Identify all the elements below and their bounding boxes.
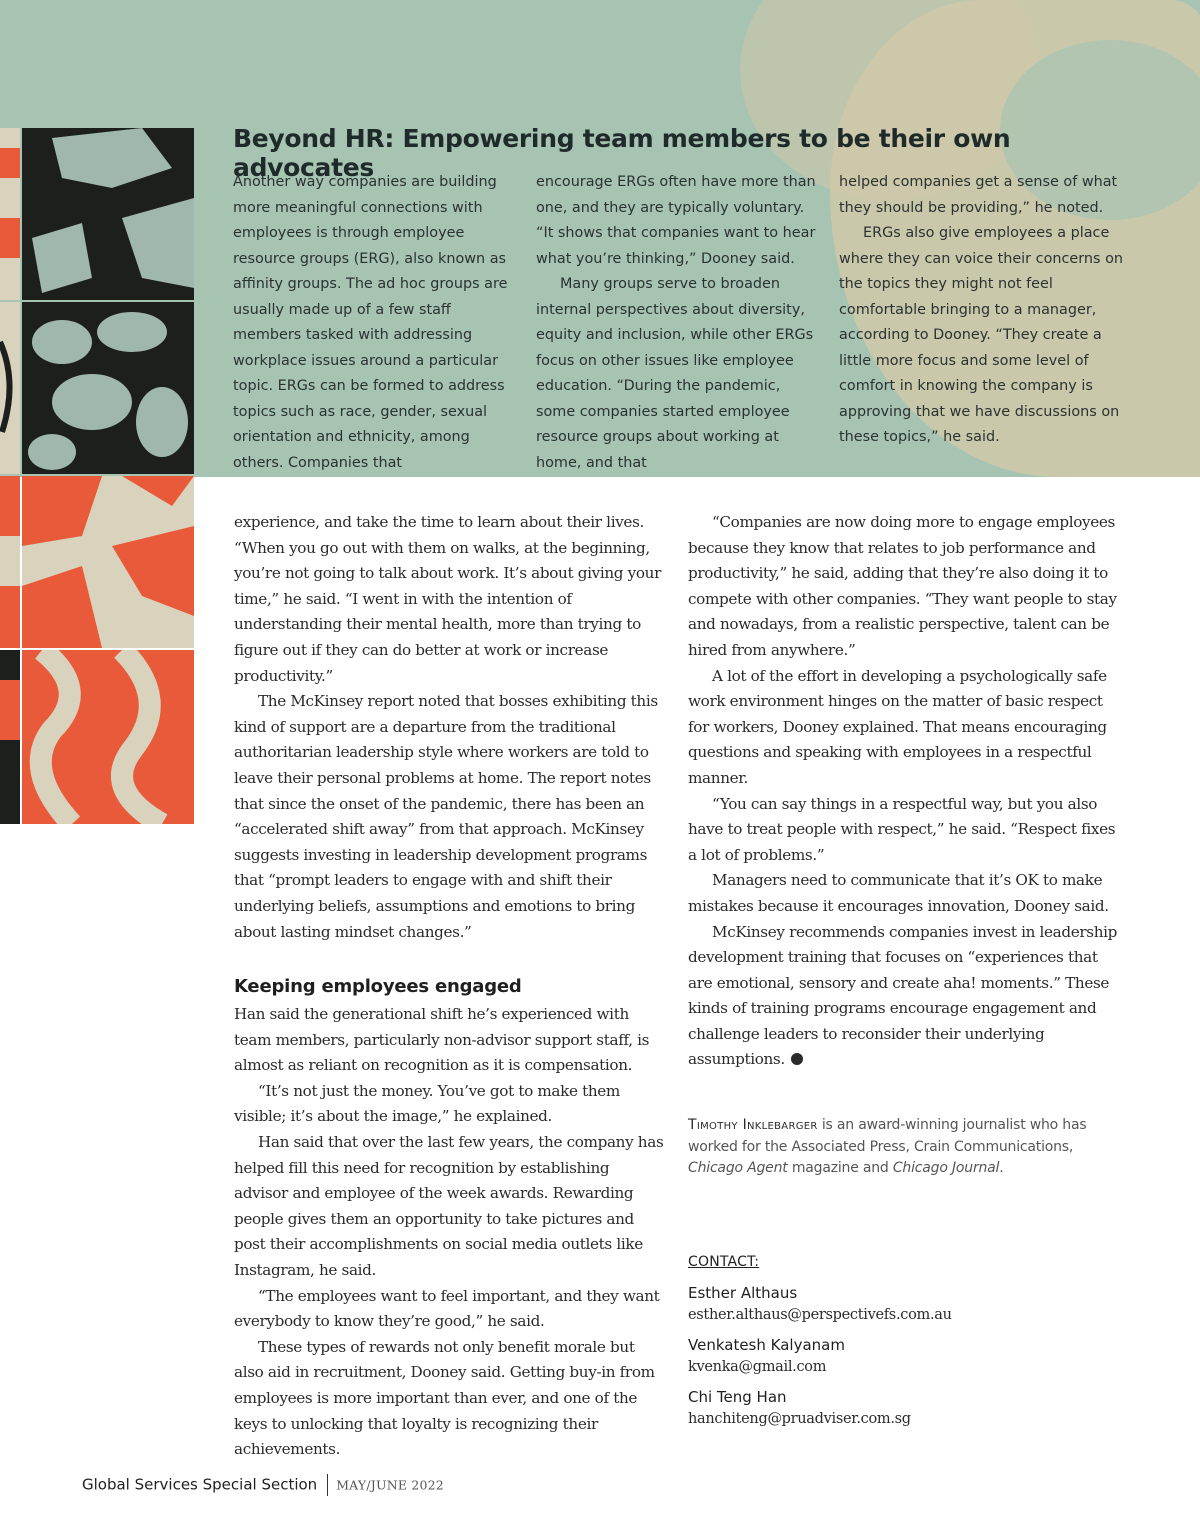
sidebar-paragraph: Another way companies are building more meaningful connections with employees is through employee resource groups (ERG), also known as affinity groups. The ad hoc groups are usually made up of a few staff members tasked with addressing workplace issues around a particular topic. ERGs can be formed to address topics such as race, gender, sexual orientation and ethnicity, among others. Companies that	[233, 174, 508, 471]
author-name: Timothy Inklebarger	[688, 1117, 818, 1133]
body-paragraph: experience, and take the time to learn about their lives. “When you go out with them on walks, at the beginning, you’re not going to talk about work. It’s about giving your time,” he said. “I went in with the intention of understanding their mental health, more than trying to figure out if they can do better at work or increase productivity.”	[234, 513, 661, 685]
body-paragraph: Managers need to communicate that it’s OK to make mistakes because it encourages innovation, Dooney said.	[688, 871, 1109, 915]
publication-name: Chicago Journal	[892, 1160, 1000, 1176]
footer-divider	[327, 1474, 328, 1496]
body-column-left	[234, 510, 664, 1463]
sidebar-paragraph: ERGs also give employees a place where they can voice their concerns on the topics they might not feel comfortable bringing to a manager, according to Dooney. “They create a little more focus and some level of comfort in knowing the company is approving that we have discussions on these topics,” he said.	[839, 225, 1124, 445]
body-paragraph: The McKinsey report noted that bosses exhibiting this kind of support are a departure from the traditional authoritarian leadership style where workers are told to leave their personal problems at home. The report notes that since the onset of the pandemic, there has been an “accelerated shift away” from that approach. McKinsey suggests investing in leadership development programs that “prompt leaders to engage with and shift their underlying beliefs, assumptions and emotions to bring about lasting mindset changes.”	[234, 692, 658, 941]
bio-text: .	[999, 1160, 1004, 1176]
sidebar-headline: Beyond HR: Empowering team members to be their own advocates	[233, 124, 1011, 182]
body-paragraph: Han said the generational shift he’s experienced with team members, particularly non-advisor support staff, is almost as reliant on recognition as it is compensation.	[234, 1005, 650, 1075]
contact-name: Chi Teng Han	[688, 1388, 787, 1406]
art-tile	[22, 476, 194, 648]
body-column-right	[688, 510, 1124, 1073]
contact-email[interactable]: esther.althaus@perspectivefs.com.au	[688, 1307, 952, 1323]
publication-name: Chicago Agent	[688, 1160, 788, 1176]
art-tile	[22, 302, 194, 474]
author-bio	[688, 1115, 1118, 1180]
sidebar-column-1	[233, 170, 518, 476]
art-tile	[0, 302, 20, 474]
body-paragraph: “The employees want to feel important, and they want everybody to know they’re good,” he said.	[234, 1286, 660, 1331]
contact-name: Venkatesh Kalyanam	[688, 1336, 845, 1354]
art-tile	[22, 650, 194, 824]
decorative-art-column	[0, 128, 194, 824]
body-paragraph: “Companies are now doing more to engage employees because they know that relates to job performance and productivity,” he said, adding that they’re also doing it to compete with other companies. “They want people to stay and nowadays, from a realistic perspective, talent can be hired from anywhere.”	[688, 513, 1117, 659]
contact-label: CONTACT:	[688, 1254, 760, 1270]
sidebar-paragraph: Many groups serve to broaden internal perspectives about diversity, equity and inclusion, while other ERGs focus on other issues like employee education. “During the pandemic, some companies started employee resource groups about working at home, and that	[536, 276, 814, 471]
section-subhead: Keeping employees engaged	[234, 976, 522, 998]
bio-text: magazine and	[787, 1160, 893, 1176]
contact-block	[688, 1254, 1118, 1438]
sidebar-column-3	[839, 170, 1124, 451]
footer-section: Global Services Special Section	[82, 1475, 318, 1494]
art-tile	[0, 476, 20, 648]
sidebar-column-2	[536, 170, 821, 476]
art-tile	[22, 128, 194, 300]
contact-email[interactable]: kvenka@gmail.com	[688, 1359, 827, 1375]
body-paragraph-last	[688, 920, 1124, 1074]
body-paragraph: “You can say things in a respectful way, but you also have to treat people with respect,” he said. “Respect fixes a lot of problems.”	[688, 794, 1116, 864]
body-paragraph: A lot of the effort in developing a psychologically safe work environment hinges on the matter of basic respect for workers, Dooney explained. That means encouraging questions and speaking with employees in a respectful manner.	[688, 666, 1107, 787]
bio-text: is an award-winning journalist who has worked for the Associated Press, Crain Communications,	[688, 1117, 1087, 1155]
sidebar-paragraph: encourage ERGs often have more than one, and they are typically voluntary. “It shows that companies want to hear what you’re thinking,” Dooney said.	[536, 174, 816, 267]
contact-name: Esther Althaus	[688, 1284, 798, 1302]
page-footer	[82, 1474, 444, 1496]
contact-email[interactable]: hanchiteng@pruadviser.com.sg	[688, 1411, 911, 1427]
body-paragraph: Han said that over the last few years, the company has helped fill this need for recognition by establishing advisor and employee of the week awards. Rewarding people gives them an opportunity to take pictures and post their accomplishments on social media outlets like Instagram, he said.	[234, 1133, 664, 1280]
body-paragraph: “It’s not just the money. You’ve got to make them visible; it’s about the image,” he explained.	[234, 1081, 620, 1126]
body-paragraph-text: McKinsey recommends companies invest in leadership development training that focuses on “experiences that are emotional, sensory and create aha! moments.” These kinds of training programs encourage engagement and challenge leaders to reconsider their underlying assumptions.	[688, 922, 1118, 1069]
body-paragraph: These types of rewards not only benefit morale but also aid in recruitment, Dooney said. Getting buy-in from employees is more important than ever, and one of the keys to unlocking that loyalty is recognizing their achievements.	[234, 1337, 655, 1459]
art-tile	[0, 650, 20, 824]
art-tile	[0, 128, 20, 300]
end-mark-icon	[791, 1053, 803, 1065]
sidebar-paragraph: helped companies get a sense of what they should be providing,” he noted.	[839, 174, 1118, 216]
footer-issue-date: MAY/JUNE 2022	[336, 1477, 444, 1493]
